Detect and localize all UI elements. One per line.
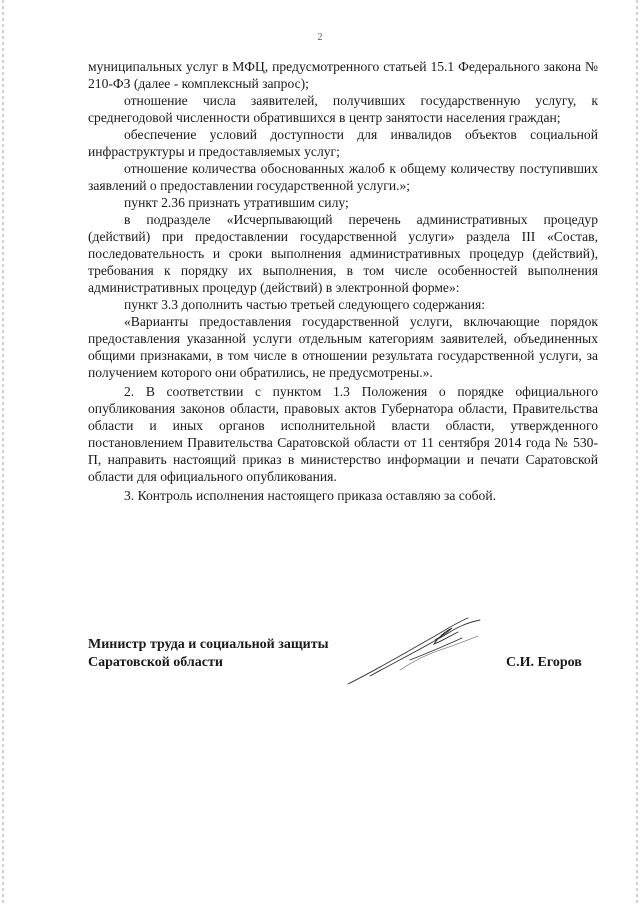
document-body (88, 58, 598, 504)
paragraph: пункт 2.36 признать утратившим силу; (124, 195, 349, 210)
paragraph: 2. В соответствии с пунктом 1.3 Положения о порядке официального опубликования законов области, правовых актов Губернатора области, Правительства области и иных органов исполнительной власти области, утвержденного постановлением Правительства Саратовской области от 11 сентября 2014 года № 530-П, направить настоящий приказ в министерство информации и печати Саратовской области для официального опубликования. (88, 384, 598, 484)
paragraph: отношение количества обоснованных жалоб к общему количеству поступивших заявлений о предоставлении государственной услуги.»; (88, 161, 598, 193)
signatory-title-line: Министр труда и социальной защиты (88, 637, 329, 652)
signatory-name: С.И. Егоров (506, 655, 582, 670)
paragraph: обеспечение условий доступности для инвалидов объектов социальной инфраструктуры и предоставляемых услуг; (88, 127, 598, 159)
paragraph: в подразделе «Исчерпывающий перечень административных процедур (действий) при предоставлении государственной услуги» раздела III «Состав, последовательность и сроки выполнения административных процедур (действий), требования к порядку их выполнения, в том числе особенностей выполнения административных процедур (действий) в электронной форме»: (88, 212, 598, 295)
paragraph: отношение числа заявителей, получивших государственную услугу, к среднегодовой численности обратившихся в центр занятости населения граждан; (88, 93, 598, 125)
scan-edge-left (2, 0, 4, 905)
scan-edge-right (636, 0, 638, 905)
signatory-title-line: Саратовской области (88, 655, 223, 670)
handwritten-signature (340, 610, 490, 690)
paragraph: муниципальных услуг в МФЦ, предусмотренного статьей 15.1 Федерального закона № 210-ФЗ (далее - комплексный запрос); (88, 59, 598, 91)
paragraph: пункт 3.3 дополнить частью третьей следующего содержания: (124, 297, 486, 312)
paragraph: 3. Контроль исполнения настоящего приказа оставляю за собой. (124, 488, 497, 503)
signatory-title (88, 636, 329, 672)
page-number: 2 (317, 32, 323, 43)
paragraph: «Варианты предоставления государственной услуги, включающие порядок предоставления указанной услуги отдельным категориям заявителей, объединенных общими признаками, в том числе в отношении результата государственной услуги, за получением которого они обратились, не предусмотрены.». (88, 314, 598, 380)
